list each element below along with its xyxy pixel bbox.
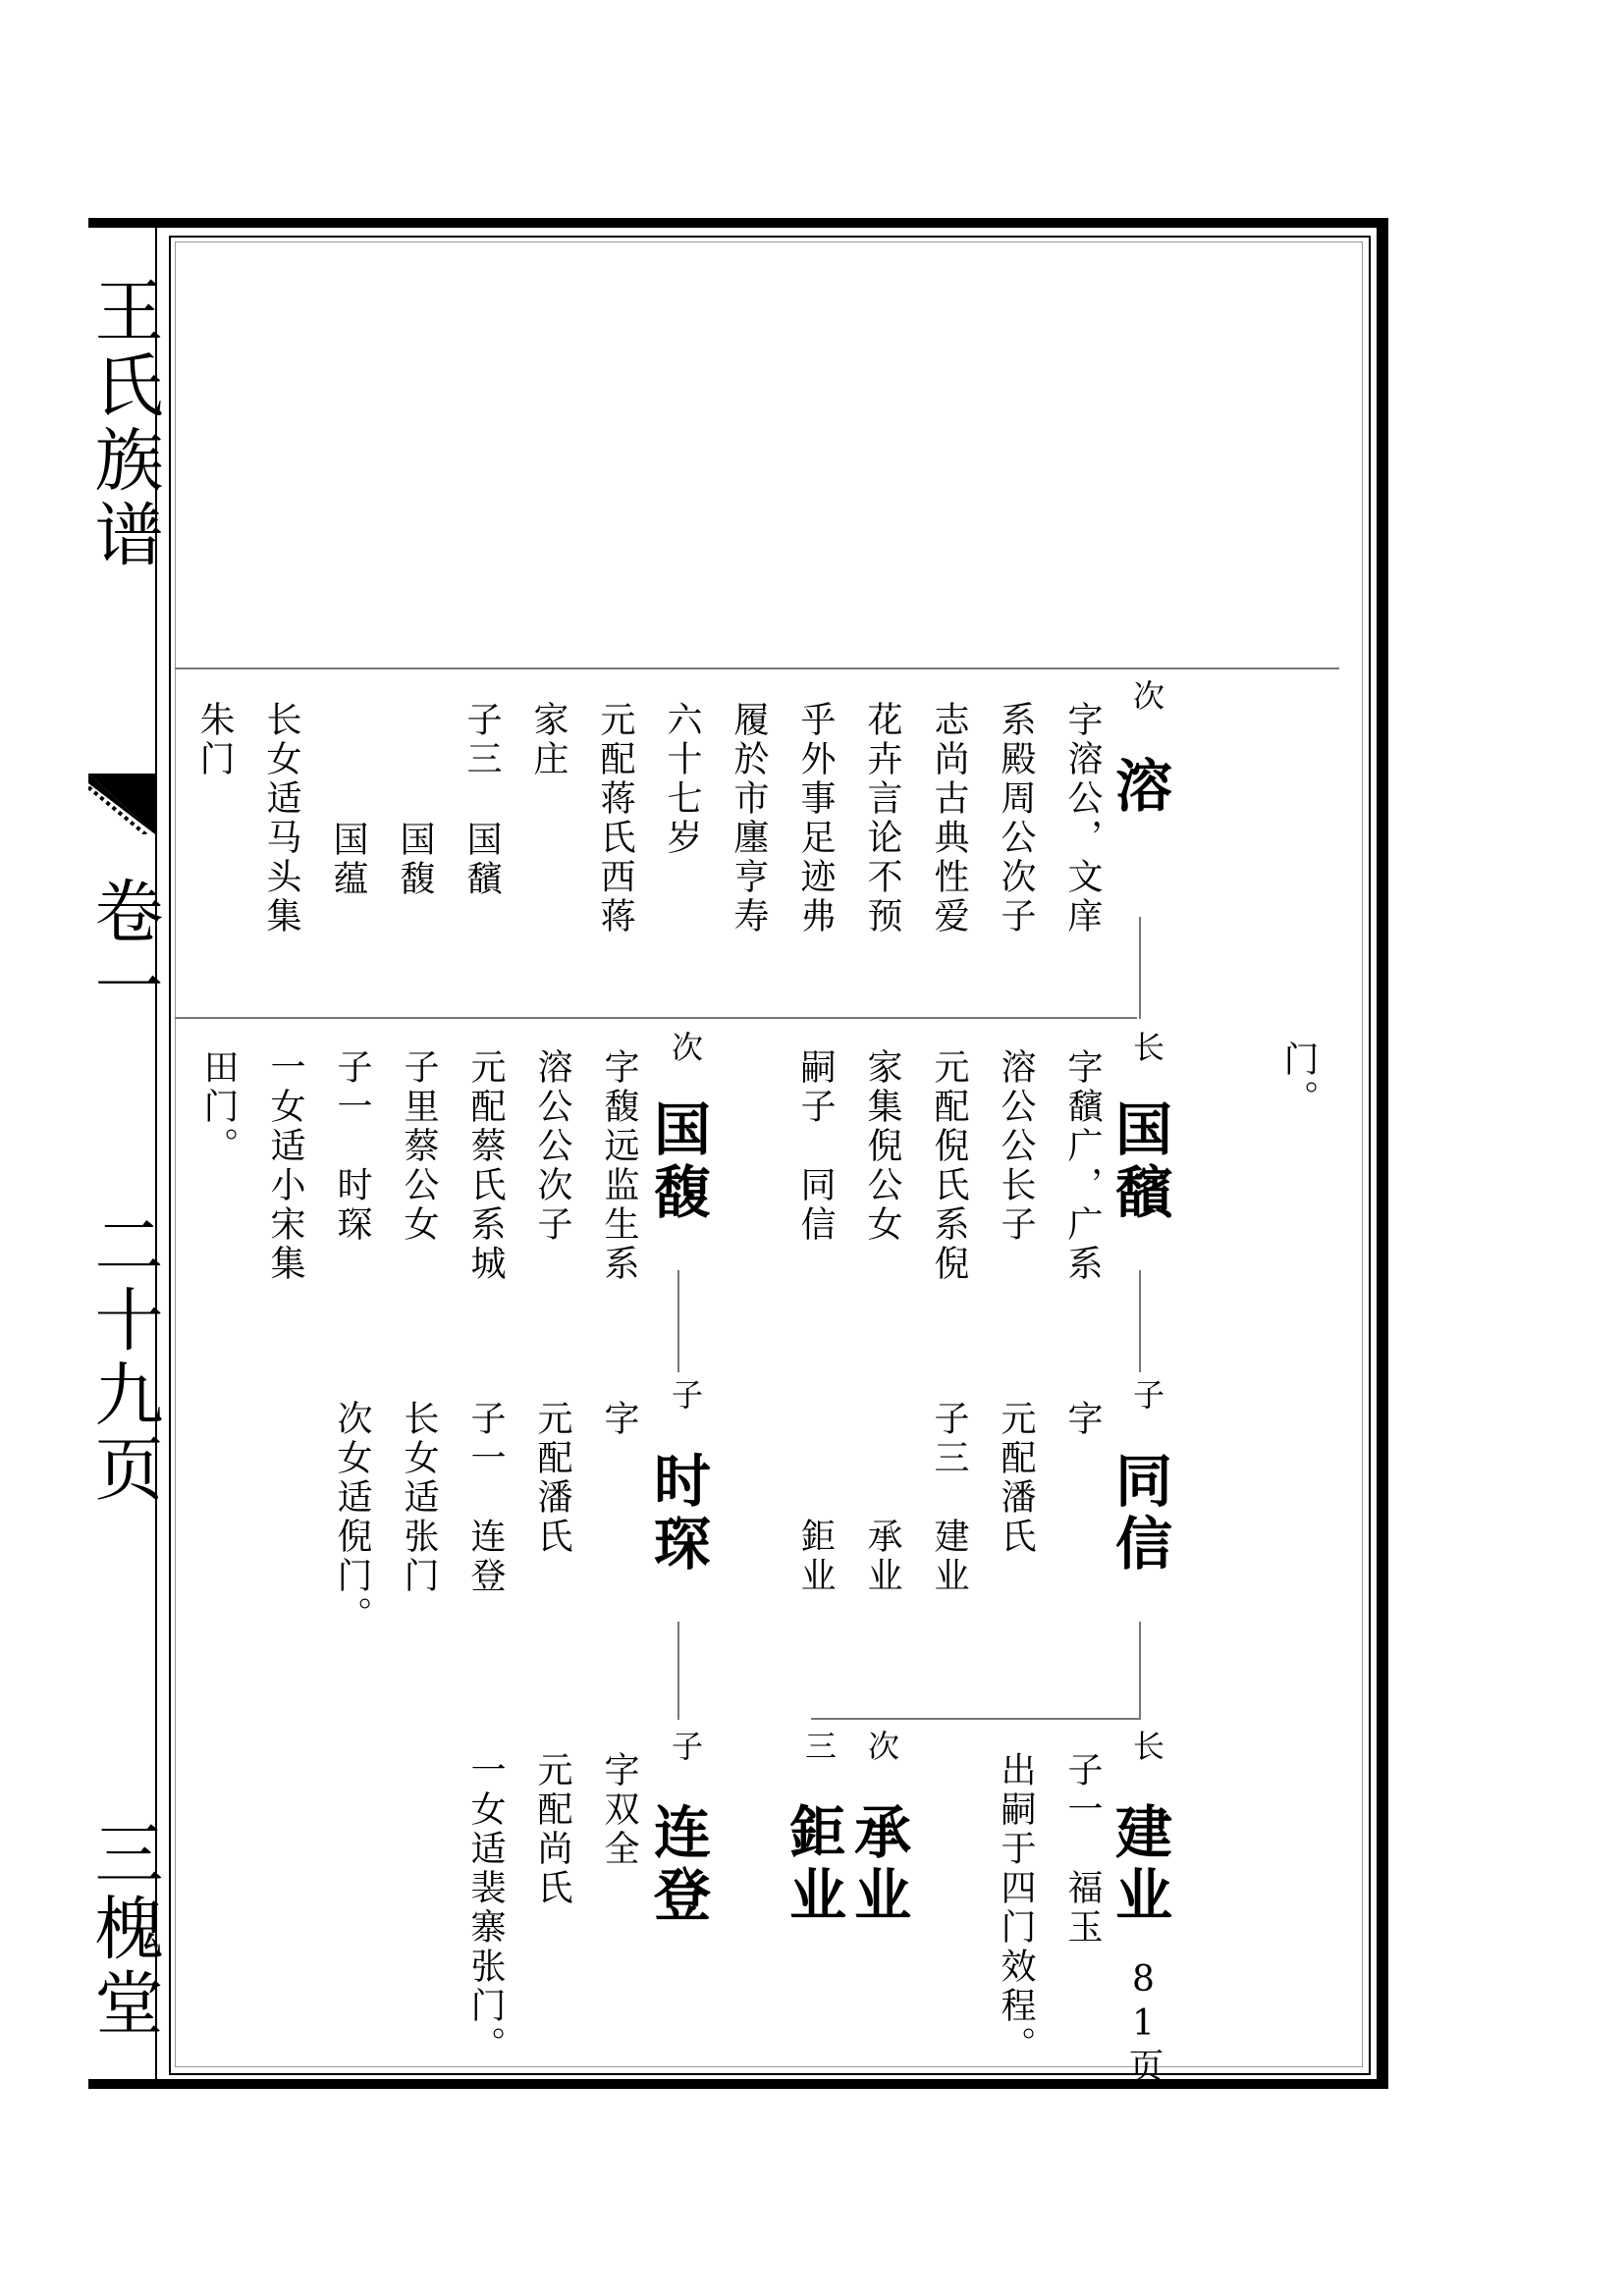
rong-son-2: 国馥 — [395, 821, 435, 899]
guofu-line-4: 子里蔡公女 — [399, 1048, 439, 1245]
guomu-line-4: 家集倪公女 — [862, 1048, 902, 1245]
hall-name: 三槐堂 — [83, 1818, 164, 2042]
connector-guofu-shichen — [677, 1270, 679, 1372]
fishtail-mark — [88, 774, 155, 834]
connector-tongxin-sons — [1139, 1622, 1141, 1720]
shichen-line-1: 字 — [599, 1400, 639, 1439]
shichen-line-4: 长女适张门 — [399, 1400, 439, 1596]
guofu-line-7: 田门。 — [198, 1048, 239, 1166]
guofu-line-5: 子一 时琛 — [332, 1048, 372, 1245]
page-number: 二十九页 — [83, 1209, 164, 1508]
connector-guomu-tongxin — [1139, 1270, 1141, 1372]
rong-line-9: 家庄 — [528, 701, 568, 779]
name-juye: 鉅业 — [780, 1802, 846, 1928]
name-tongxin: 同信 — [1106, 1451, 1172, 1576]
tongxin-line-3: 子三 建业 — [929, 1400, 969, 1596]
jianye-page-ref: 81页 — [1123, 1959, 1164, 2087]
guomu-line-3: 元配倪氏系倪 — [929, 1048, 969, 1284]
shichen-line-3: 子一 连登 — [465, 1400, 506, 1596]
tongxin-line-5: 鉅业 — [795, 1400, 836, 1596]
rong-sons-label: 子三 — [461, 701, 502, 779]
connector-rong-down — [1139, 917, 1141, 1019]
connector-shichen-liandeng — [677, 1622, 679, 1720]
outer-frame-bottom — [88, 2079, 1386, 2089]
tongxin-line-1: 字 — [1062, 1400, 1103, 1439]
name-guomu: 国馪 — [1106, 1099, 1172, 1225]
jianye-line-1: 子一 福玉 — [1062, 1751, 1103, 1948]
rong-line-2: 系殿周公次子 — [996, 701, 1036, 936]
tongxin-line-2: 元配潘氏 — [996, 1400, 1036, 1557]
shichen-line-2: 元配潘氏 — [532, 1400, 572, 1557]
guofu-line-1: 字馥远监生系 — [599, 1048, 639, 1284]
rank-shichen: 子 — [667, 1378, 704, 1410]
row-divider-1 — [175, 667, 1339, 669]
rong-son-3: 国蕴 — [328, 821, 368, 899]
rong-son-1: 国馪 — [461, 821, 502, 899]
rank-guomu: 长 — [1128, 1031, 1165, 1062]
name-guofu: 国馥 — [644, 1099, 711, 1225]
rong-daughter-1: 长女适马头集 — [261, 701, 301, 936]
rong-line-4: 花卉言论不预 — [862, 701, 902, 936]
name-jianye: 建业 — [1106, 1802, 1172, 1928]
name-chengye: 承业 — [844, 1802, 911, 1928]
liandeng-line-3: 一女适裴寨张门。 — [465, 1751, 506, 2065]
rong-line-8: 元配蒋氏西蒋 — [595, 701, 635, 936]
guofu-line-6: 一女适小宋集 — [265, 1048, 305, 1284]
rong-line-6: 履於市廛亨寿 — [729, 701, 769, 936]
rank-chengye: 次 — [863, 1730, 900, 1761]
rank-liandeng: 子 — [667, 1730, 704, 1761]
rank-rong: 次 — [1128, 679, 1165, 711]
name-shichen: 时琛 — [644, 1451, 711, 1576]
guofu-line-2: 溶公公次子 — [532, 1048, 572, 1245]
name-liandeng: 连登 — [644, 1802, 711, 1928]
guomu-line-2: 溶公公长子 — [996, 1048, 1036, 1245]
sons-bracket — [811, 1718, 1141, 1720]
rong-line-5: 乎外事足迹弗 — [795, 701, 836, 936]
liandeng-line-2: 元配尚氏 — [532, 1751, 572, 1908]
rong-line-3: 志尚古典性爱 — [929, 701, 969, 936]
volume-label: 卷一 — [83, 876, 164, 1025]
genealogy-title: 王氏族谱 — [83, 275, 164, 573]
outer-frame-top — [88, 218, 1386, 228]
rank-tongxin: 子 — [1128, 1378, 1165, 1410]
guofu-line-3: 元配蔡氏系城 — [465, 1048, 506, 1284]
guomu-line-5: 嗣子 同信 — [795, 1048, 836, 1245]
row-divider-2 — [175, 1017, 1137, 1019]
rong-line-7: 六十七岁 — [662, 701, 702, 858]
name-rong: 溶 — [1106, 756, 1172, 819]
rank-guofu: 次 — [667, 1031, 704, 1062]
rong-line-1: 字溶公，文庠 — [1062, 701, 1103, 936]
rank-juye: 三 — [800, 1730, 838, 1761]
rank-jianye: 长 — [1128, 1730, 1165, 1761]
outer-frame-right — [1377, 218, 1388, 2089]
liandeng-line-1: 字双全 — [599, 1751, 639, 1869]
jianye-line-2: 出嗣于四门效程。 — [996, 1751, 1036, 2065]
shichen-line-5: 次女适倪门。 — [332, 1400, 372, 1635]
guomu-line-1: 字馪广，广系 — [1062, 1048, 1103, 1284]
tongxin-line-4: 承业 — [862, 1400, 902, 1596]
rong-daughter-2: 朱门 — [194, 701, 235, 779]
continued-text: 门。 — [1278, 1041, 1319, 1119]
